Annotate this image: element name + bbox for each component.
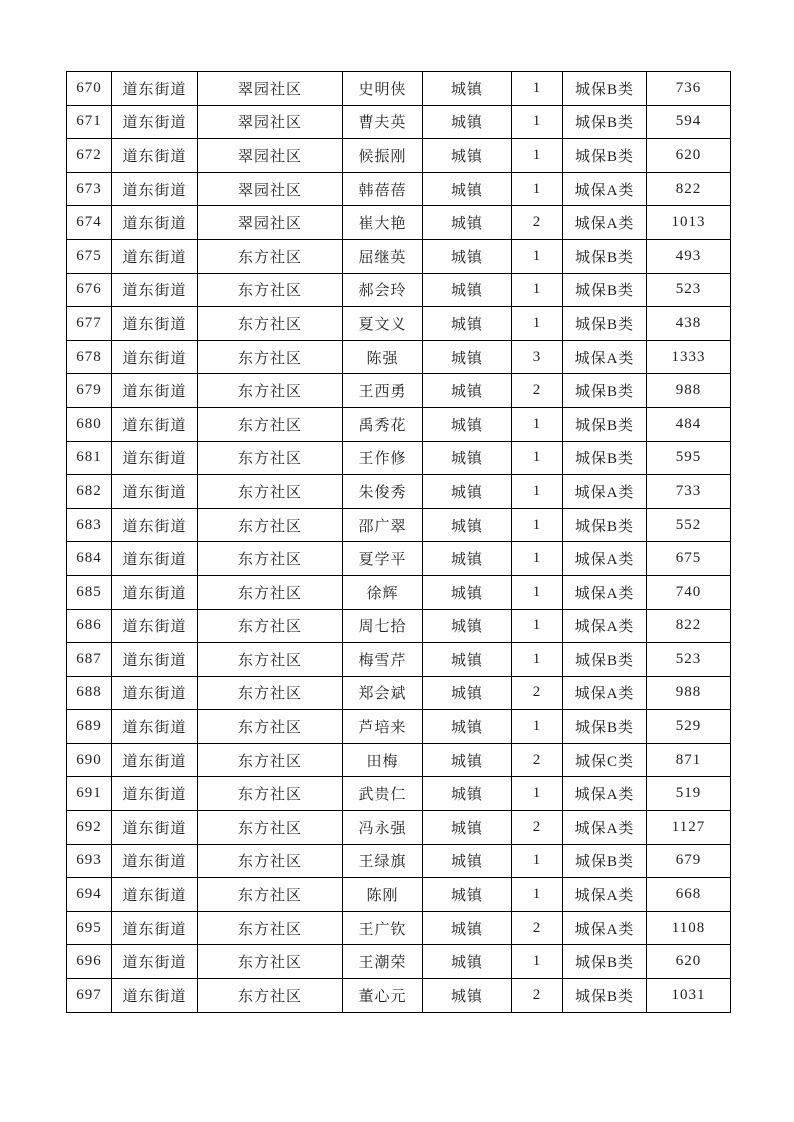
street-cell: 道东街道 bbox=[112, 105, 198, 139]
table-body bbox=[67, 72, 731, 1013]
street-cell: 道东街道 bbox=[112, 911, 198, 945]
row-no-cell: 682 bbox=[67, 475, 112, 509]
row-no-cell: 687 bbox=[67, 643, 112, 677]
table-row bbox=[67, 609, 731, 643]
residence-cell: 城镇 bbox=[423, 609, 512, 643]
residence-cell: 城镇 bbox=[423, 508, 512, 542]
count-cell: 1 bbox=[512, 777, 563, 811]
amount-cell: 620 bbox=[647, 945, 731, 979]
street-cell: 道东街道 bbox=[112, 307, 198, 341]
residence-cell: 城镇 bbox=[423, 374, 512, 408]
category-cell: 城保A类 bbox=[563, 575, 647, 609]
count-cell: 2 bbox=[512, 676, 563, 710]
category-cell: 城保A类 bbox=[563, 676, 647, 710]
community-cell: 东方社区 bbox=[198, 441, 343, 475]
amount-cell: 594 bbox=[647, 105, 731, 139]
name-cell: 王广钦 bbox=[343, 911, 423, 945]
community-cell: 翠园社区 bbox=[198, 206, 343, 240]
table-row bbox=[67, 743, 731, 777]
table-row bbox=[67, 508, 731, 542]
table-row bbox=[67, 407, 731, 441]
amount-cell: 740 bbox=[647, 575, 731, 609]
street-cell: 道东街道 bbox=[112, 844, 198, 878]
row-no-cell: 697 bbox=[67, 979, 112, 1013]
count-cell: 2 bbox=[512, 374, 563, 408]
row-no-cell: 692 bbox=[67, 811, 112, 845]
amount-cell: 988 bbox=[647, 374, 731, 408]
residence-cell: 城镇 bbox=[423, 72, 512, 106]
community-cell: 东方社区 bbox=[198, 676, 343, 710]
name-cell: 董心元 bbox=[343, 979, 423, 1013]
name-cell: 陈强 bbox=[343, 340, 423, 374]
name-cell: 郑会斌 bbox=[343, 676, 423, 710]
count-cell: 2 bbox=[512, 911, 563, 945]
table-row bbox=[67, 911, 731, 945]
table-row bbox=[67, 710, 731, 744]
row-no-cell: 671 bbox=[67, 105, 112, 139]
row-no-cell: 690 bbox=[67, 743, 112, 777]
amount-cell: 1127 bbox=[647, 811, 731, 845]
residence-cell: 城镇 bbox=[423, 844, 512, 878]
row-no-cell: 694 bbox=[67, 878, 112, 912]
residence-cell: 城镇 bbox=[423, 676, 512, 710]
category-cell: 城保A类 bbox=[563, 542, 647, 576]
count-cell: 1 bbox=[512, 239, 563, 273]
table-row bbox=[67, 273, 731, 307]
residence-cell: 城镇 bbox=[423, 407, 512, 441]
name-cell: 王绿旗 bbox=[343, 844, 423, 878]
row-no-cell: 688 bbox=[67, 676, 112, 710]
street-cell: 道东街道 bbox=[112, 273, 198, 307]
category-cell: 城保C类 bbox=[563, 743, 647, 777]
category-cell: 城保A类 bbox=[563, 206, 647, 240]
name-cell: 崔大艳 bbox=[343, 206, 423, 240]
community-cell: 东方社区 bbox=[198, 239, 343, 273]
street-cell: 道东街道 bbox=[112, 542, 198, 576]
category-cell: 城保B类 bbox=[563, 979, 647, 1013]
community-cell: 东方社区 bbox=[198, 475, 343, 509]
street-cell: 道东街道 bbox=[112, 407, 198, 441]
street-cell: 道东街道 bbox=[112, 710, 198, 744]
name-cell: 田梅 bbox=[343, 743, 423, 777]
name-cell: 王作修 bbox=[343, 441, 423, 475]
street-cell: 道东街道 bbox=[112, 743, 198, 777]
amount-cell: 1031 bbox=[647, 979, 731, 1013]
count-cell: 1 bbox=[512, 609, 563, 643]
category-cell: 城保A类 bbox=[563, 878, 647, 912]
count-cell: 1 bbox=[512, 643, 563, 677]
residence-cell: 城镇 bbox=[423, 139, 512, 173]
amount-cell: 523 bbox=[647, 273, 731, 307]
table-row bbox=[67, 172, 731, 206]
count-cell: 2 bbox=[512, 206, 563, 240]
name-cell: 周七拾 bbox=[343, 609, 423, 643]
category-cell: 城保B类 bbox=[563, 273, 647, 307]
street-cell: 道东街道 bbox=[112, 239, 198, 273]
category-cell: 城保B类 bbox=[563, 945, 647, 979]
table-row bbox=[67, 811, 731, 845]
amount-cell: 523 bbox=[647, 643, 731, 677]
amount-cell: 620 bbox=[647, 139, 731, 173]
amount-cell: 595 bbox=[647, 441, 731, 475]
name-cell: 禹秀花 bbox=[343, 407, 423, 441]
community-cell: 东方社区 bbox=[198, 542, 343, 576]
count-cell: 1 bbox=[512, 307, 563, 341]
row-no-cell: 672 bbox=[67, 139, 112, 173]
street-cell: 道东街道 bbox=[112, 609, 198, 643]
category-cell: 城保A类 bbox=[563, 609, 647, 643]
community-cell: 东方社区 bbox=[198, 307, 343, 341]
name-cell: 曹夫英 bbox=[343, 105, 423, 139]
name-cell: 夏学平 bbox=[343, 542, 423, 576]
name-cell: 芦培来 bbox=[343, 710, 423, 744]
category-cell: 城保B类 bbox=[563, 239, 647, 273]
table-row bbox=[67, 206, 731, 240]
name-cell: 武贵仁 bbox=[343, 777, 423, 811]
street-cell: 道东街道 bbox=[112, 811, 198, 845]
count-cell: 2 bbox=[512, 979, 563, 1013]
amount-cell: 552 bbox=[647, 508, 731, 542]
residence-cell: 城镇 bbox=[423, 777, 512, 811]
community-cell: 东方社区 bbox=[198, 643, 343, 677]
category-cell: 城保B类 bbox=[563, 307, 647, 341]
amount-cell: 679 bbox=[647, 844, 731, 878]
residence-cell: 城镇 bbox=[423, 743, 512, 777]
amount-cell: 733 bbox=[647, 475, 731, 509]
amount-cell: 1108 bbox=[647, 911, 731, 945]
row-no-cell: 695 bbox=[67, 911, 112, 945]
count-cell: 1 bbox=[512, 878, 563, 912]
community-cell: 东方社区 bbox=[198, 508, 343, 542]
street-cell: 道东街道 bbox=[112, 72, 198, 106]
count-cell: 2 bbox=[512, 743, 563, 777]
amount-cell: 675 bbox=[647, 542, 731, 576]
table-row bbox=[67, 374, 731, 408]
name-cell: 史明侠 bbox=[343, 72, 423, 106]
name-cell: 屈继英 bbox=[343, 239, 423, 273]
street-cell: 道东街道 bbox=[112, 575, 198, 609]
community-cell: 东方社区 bbox=[198, 407, 343, 441]
category-cell: 城保A类 bbox=[563, 475, 647, 509]
table-row bbox=[67, 844, 731, 878]
name-cell: 候振刚 bbox=[343, 139, 423, 173]
community-cell: 东方社区 bbox=[198, 273, 343, 307]
count-cell: 1 bbox=[512, 105, 563, 139]
amount-cell: 988 bbox=[647, 676, 731, 710]
community-cell: 东方社区 bbox=[198, 743, 343, 777]
row-no-cell: 683 bbox=[67, 508, 112, 542]
residence-cell: 城镇 bbox=[423, 172, 512, 206]
row-no-cell: 679 bbox=[67, 374, 112, 408]
row-no-cell: 681 bbox=[67, 441, 112, 475]
row-no-cell: 675 bbox=[67, 239, 112, 273]
category-cell: 城保B类 bbox=[563, 643, 647, 677]
street-cell: 道东街道 bbox=[112, 172, 198, 206]
residence-cell: 城镇 bbox=[423, 206, 512, 240]
category-cell: 城保B类 bbox=[563, 508, 647, 542]
amount-cell: 736 bbox=[647, 72, 731, 106]
street-cell: 道东街道 bbox=[112, 643, 198, 677]
category-cell: 城保B类 bbox=[563, 72, 647, 106]
community-cell: 东方社区 bbox=[198, 374, 343, 408]
amount-cell: 484 bbox=[647, 407, 731, 441]
table-row bbox=[67, 441, 731, 475]
category-cell: 城保A类 bbox=[563, 340, 647, 374]
resident-subsidy-table bbox=[66, 71, 731, 1013]
community-cell: 东方社区 bbox=[198, 575, 343, 609]
name-cell: 郝会玲 bbox=[343, 273, 423, 307]
community-cell: 东方社区 bbox=[198, 844, 343, 878]
name-cell: 陈刚 bbox=[343, 878, 423, 912]
community-cell: 东方社区 bbox=[198, 777, 343, 811]
table-row bbox=[67, 340, 731, 374]
row-no-cell: 693 bbox=[67, 844, 112, 878]
residence-cell: 城镇 bbox=[423, 307, 512, 341]
amount-cell: 529 bbox=[647, 710, 731, 744]
residence-cell: 城镇 bbox=[423, 945, 512, 979]
category-cell: 城保A类 bbox=[563, 172, 647, 206]
street-cell: 道东街道 bbox=[112, 777, 198, 811]
row-no-cell: 685 bbox=[67, 575, 112, 609]
row-no-cell: 678 bbox=[67, 340, 112, 374]
street-cell: 道东街道 bbox=[112, 441, 198, 475]
category-cell: 城保B类 bbox=[563, 139, 647, 173]
category-cell: 城保B类 bbox=[563, 407, 647, 441]
category-cell: 城保B类 bbox=[563, 374, 647, 408]
count-cell: 1 bbox=[512, 542, 563, 576]
row-no-cell: 689 bbox=[67, 710, 112, 744]
name-cell: 王西勇 bbox=[343, 374, 423, 408]
community-cell: 东方社区 bbox=[198, 945, 343, 979]
residence-cell: 城镇 bbox=[423, 710, 512, 744]
count-cell: 1 bbox=[512, 945, 563, 979]
street-cell: 道东街道 bbox=[112, 508, 198, 542]
residence-cell: 城镇 bbox=[423, 475, 512, 509]
table-row bbox=[67, 777, 731, 811]
table-row bbox=[67, 676, 731, 710]
category-cell: 城保B类 bbox=[563, 710, 647, 744]
name-cell: 王潮荣 bbox=[343, 945, 423, 979]
amount-cell: 668 bbox=[647, 878, 731, 912]
street-cell: 道东街道 bbox=[112, 676, 198, 710]
table-row bbox=[67, 878, 731, 912]
community-cell: 东方社区 bbox=[198, 340, 343, 374]
community-cell: 东方社区 bbox=[198, 710, 343, 744]
count-cell: 1 bbox=[512, 508, 563, 542]
count-cell: 1 bbox=[512, 407, 563, 441]
row-no-cell: 673 bbox=[67, 172, 112, 206]
residence-cell: 城镇 bbox=[423, 542, 512, 576]
street-cell: 道东街道 bbox=[112, 340, 198, 374]
residence-cell: 城镇 bbox=[423, 105, 512, 139]
count-cell: 2 bbox=[512, 811, 563, 845]
row-no-cell: 691 bbox=[67, 777, 112, 811]
row-no-cell: 696 bbox=[67, 945, 112, 979]
street-cell: 道东街道 bbox=[112, 475, 198, 509]
count-cell: 1 bbox=[512, 475, 563, 509]
residence-cell: 城镇 bbox=[423, 878, 512, 912]
street-cell: 道东街道 bbox=[112, 206, 198, 240]
community-cell: 东方社区 bbox=[198, 979, 343, 1013]
row-no-cell: 684 bbox=[67, 542, 112, 576]
table-row bbox=[67, 475, 731, 509]
category-cell: 城保B类 bbox=[563, 105, 647, 139]
table-row bbox=[67, 307, 731, 341]
count-cell: 3 bbox=[512, 340, 563, 374]
table-row bbox=[67, 139, 731, 173]
community-cell: 翠园社区 bbox=[198, 105, 343, 139]
residence-cell: 城镇 bbox=[423, 273, 512, 307]
name-cell: 夏文义 bbox=[343, 307, 423, 341]
amount-cell: 871 bbox=[647, 743, 731, 777]
name-cell: 韩蓓蓓 bbox=[343, 172, 423, 206]
category-cell: 城保A类 bbox=[563, 911, 647, 945]
amount-cell: 493 bbox=[647, 239, 731, 273]
residence-cell: 城镇 bbox=[423, 441, 512, 475]
amount-cell: 1333 bbox=[647, 340, 731, 374]
name-cell: 梅雪芹 bbox=[343, 643, 423, 677]
residence-cell: 城镇 bbox=[423, 811, 512, 845]
row-no-cell: 674 bbox=[67, 206, 112, 240]
residence-cell: 城镇 bbox=[423, 575, 512, 609]
name-cell: 冯永强 bbox=[343, 811, 423, 845]
table-row bbox=[67, 643, 731, 677]
community-cell: 翠园社区 bbox=[198, 172, 343, 206]
table-row bbox=[67, 575, 731, 609]
amount-cell: 519 bbox=[647, 777, 731, 811]
residence-cell: 城镇 bbox=[423, 979, 512, 1013]
category-cell: 城保A类 bbox=[563, 777, 647, 811]
name-cell: 邵广翠 bbox=[343, 508, 423, 542]
community-cell: 翠园社区 bbox=[198, 139, 343, 173]
residence-cell: 城镇 bbox=[423, 643, 512, 677]
category-cell: 城保B类 bbox=[563, 441, 647, 475]
count-cell: 1 bbox=[512, 844, 563, 878]
name-cell: 徐辉 bbox=[343, 575, 423, 609]
table-row bbox=[67, 239, 731, 273]
count-cell: 1 bbox=[512, 172, 563, 206]
table-row bbox=[67, 979, 731, 1013]
count-cell: 1 bbox=[512, 273, 563, 307]
street-cell: 道东街道 bbox=[112, 979, 198, 1013]
amount-cell: 822 bbox=[647, 172, 731, 206]
street-cell: 道东街道 bbox=[112, 139, 198, 173]
count-cell: 1 bbox=[512, 575, 563, 609]
category-cell: 城保A类 bbox=[563, 811, 647, 845]
community-cell: 翠园社区 bbox=[198, 72, 343, 106]
amount-cell: 438 bbox=[647, 307, 731, 341]
row-no-cell: 676 bbox=[67, 273, 112, 307]
community-cell: 东方社区 bbox=[198, 811, 343, 845]
row-no-cell: 680 bbox=[67, 407, 112, 441]
table-row bbox=[67, 945, 731, 979]
community-cell: 东方社区 bbox=[198, 878, 343, 912]
street-cell: 道东街道 bbox=[112, 374, 198, 408]
row-no-cell: 677 bbox=[67, 307, 112, 341]
street-cell: 道东街道 bbox=[112, 945, 198, 979]
table-row bbox=[67, 105, 731, 139]
table-row bbox=[67, 72, 731, 106]
amount-cell: 822 bbox=[647, 609, 731, 643]
count-cell: 1 bbox=[512, 72, 563, 106]
name-cell: 朱俊秀 bbox=[343, 475, 423, 509]
street-cell: 道东街道 bbox=[112, 878, 198, 912]
count-cell: 1 bbox=[512, 710, 563, 744]
category-cell: 城保B类 bbox=[563, 844, 647, 878]
count-cell: 1 bbox=[512, 441, 563, 475]
residence-cell: 城镇 bbox=[423, 911, 512, 945]
residence-cell: 城镇 bbox=[423, 239, 512, 273]
community-cell: 东方社区 bbox=[198, 911, 343, 945]
amount-cell: 1013 bbox=[647, 206, 731, 240]
residence-cell: 城镇 bbox=[423, 340, 512, 374]
count-cell: 1 bbox=[512, 139, 563, 173]
community-cell: 东方社区 bbox=[198, 609, 343, 643]
row-no-cell: 670 bbox=[67, 72, 112, 106]
table-row bbox=[67, 542, 731, 576]
row-no-cell: 686 bbox=[67, 609, 112, 643]
